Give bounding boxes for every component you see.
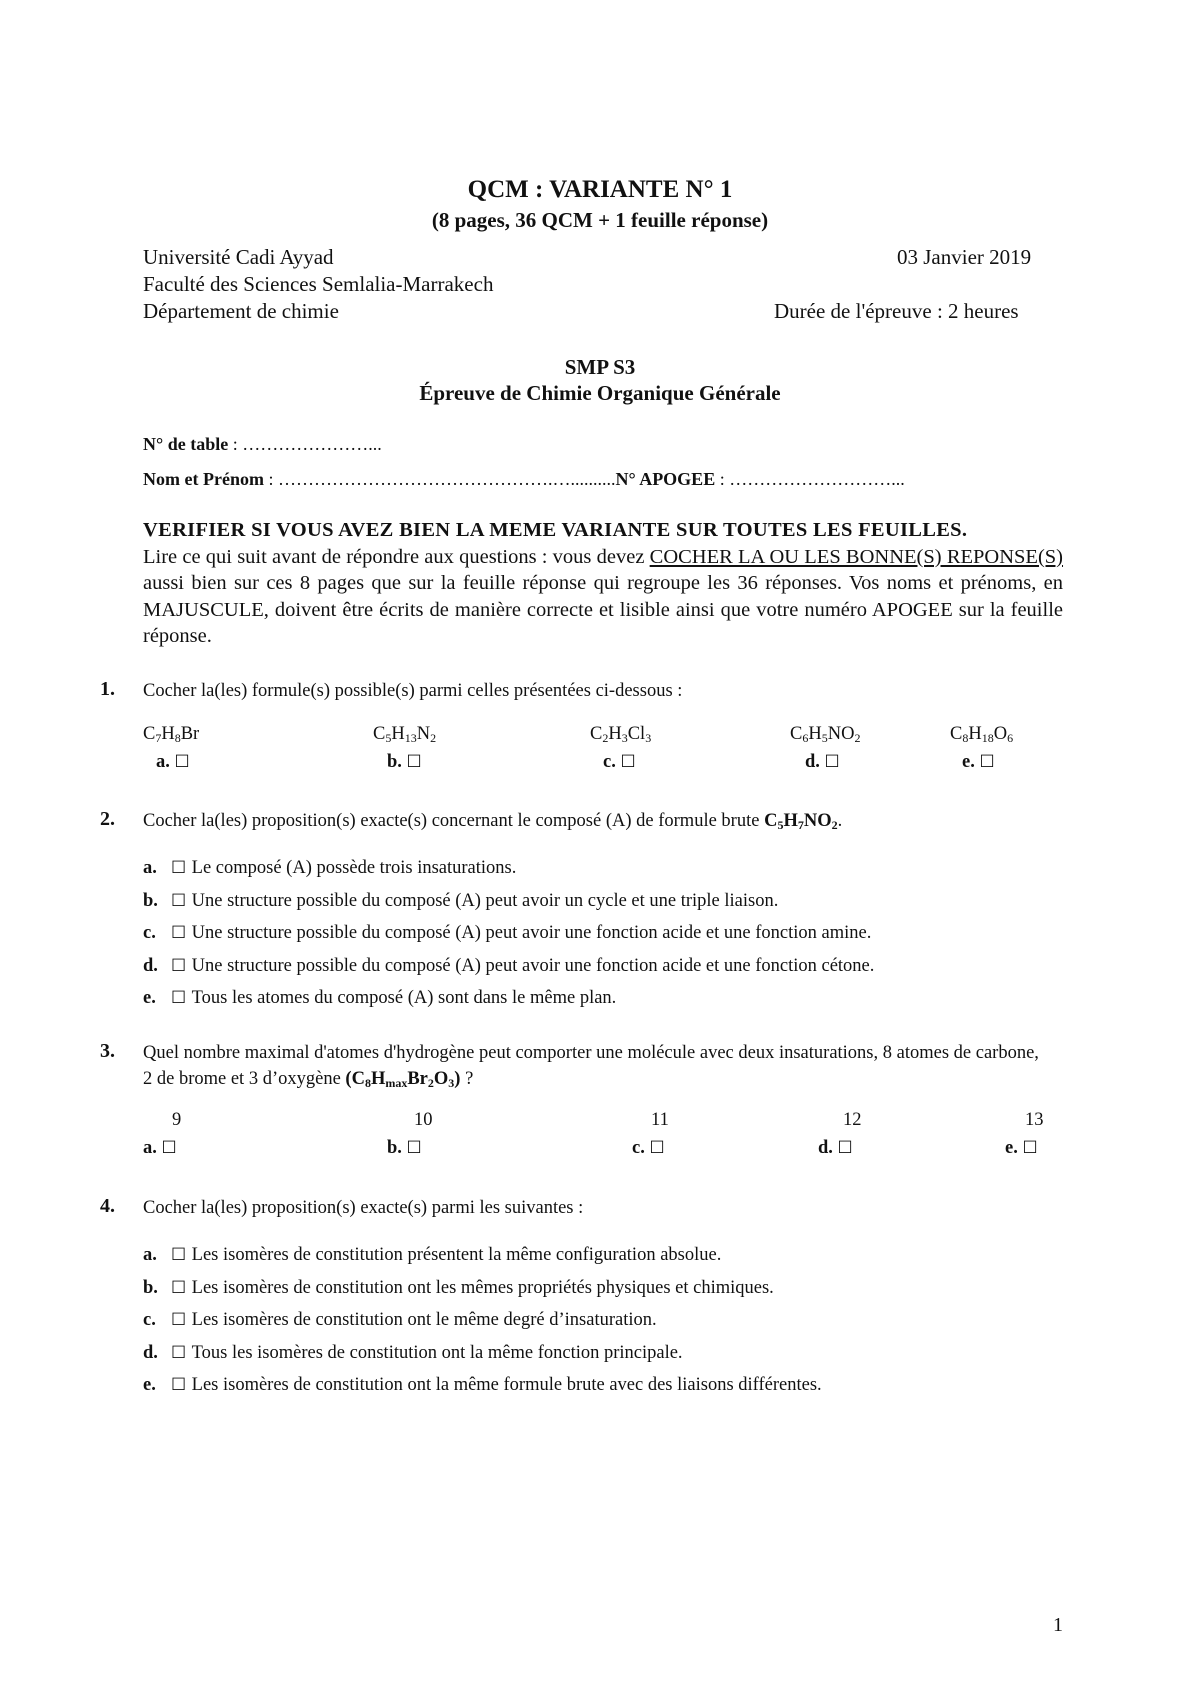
choice-letter: b. — [387, 1138, 407, 1158]
name-apogee-field — [143, 469, 905, 490]
option-letter: b. — [143, 1277, 158, 1298]
checkbox-icon[interactable]: ☐ — [837, 1138, 853, 1158]
option-text: Les isomères de constitution présentent la même configuration absolue. — [191, 1245, 722, 1265]
checkbox-icon[interactable]: ☐ — [171, 955, 192, 976]
question-3-text: Quel nombre maximal d'atomes d'hydrogène peut comporter une molécule avec deux insaturations, 8 atomes de carbone, 2 de brome et 3 d’oxygène $(C_8H_{max}Br_2O_3)$ ? — [143, 1043, 1039, 1090]
choice-b-checkbox[interactable] — [387, 752, 422, 773]
page-number: 1 — [1053, 1614, 1063, 1636]
checkbox-icon[interactable]: ☐ — [1022, 1138, 1038, 1158]
choice-c-checkbox[interactable] — [632, 1138, 665, 1159]
question-3-number: 3. — [100, 1040, 115, 1062]
faculty-name: Faculté des Sciences Semlalia-Marrakech — [143, 272, 494, 296]
exam-duration: Durée de l'épreuve : 2 heures — [774, 299, 1019, 323]
checkbox-icon[interactable]: ☐ — [171, 1310, 192, 1330]
option-e[interactable] — [143, 988, 616, 1009]
checkbox-icon[interactable]: ☐ — [171, 1342, 192, 1363]
question-2-text: Cocher la(les) proposition(s) exacte(s) concernant le composé (A) de formule brute $C_5H_7NO_2$. — [143, 811, 843, 832]
choice-letter: b. — [387, 752, 407, 772]
choice-b-checkbox[interactable] — [387, 1138, 422, 1159]
checkbox-icon[interactable]: ☐ — [406, 1138, 422, 1158]
choice-letter: e. — [1005, 1138, 1023, 1158]
option-a[interactable] — [143, 858, 516, 879]
option-text: Les isomères de constitution ont le même degré d’insaturation. — [191, 1310, 657, 1330]
question-4-text: Cocher la(les) proposition(s) exacte(s) parmi les suivantes : — [143, 1198, 584, 1218]
choice-d-checkbox[interactable] — [805, 752, 840, 773]
page-subtitle: (8 pages, 36 QCM + 1 feuille réponse) — [431, 208, 769, 232]
name-label: Nom et Prénom — [143, 469, 264, 489]
option-a[interactable] — [143, 1245, 721, 1266]
name-blank: : ……………………………………….….......... — [263, 469, 616, 489]
value-d: 12 — [843, 1110, 862, 1130]
instructions — [143, 517, 1063, 650]
page-title: QCM : VARIANTE N° 1 — [467, 176, 733, 203]
apogee-label: N° APOGEE — [615, 469, 716, 489]
apogee-blank: : ………………………... — [715, 469, 905, 489]
value-c: 11 — [651, 1110, 669, 1130]
option-text: Tous les atomes du composé (A) sont dans le même plan. — [191, 988, 617, 1008]
choice-d-checkbox[interactable] — [818, 1138, 853, 1159]
choice-letter: c. — [603, 752, 621, 772]
option-text: Tous les isomères de constitution ont la même fonction principale. — [191, 1342, 683, 1363]
option-c[interactable] — [143, 1310, 657, 1331]
checkbox-icon[interactable]: ☐ — [174, 752, 190, 772]
option-letter: b. — [143, 890, 158, 911]
checkbox-icon[interactable]: ☐ — [620, 752, 636, 772]
value-a: 9 — [172, 1110, 182, 1130]
checkbox-icon[interactable]: ☐ — [161, 1138, 177, 1158]
choice-letter: c. — [632, 1138, 650, 1158]
option-text: Une structure possible du composé (A) peut avoir un cycle et une triple liaison. — [191, 890, 779, 911]
checkbox-icon[interactable]: ☐ — [824, 752, 840, 772]
formula-c: $C_2H_3Cl_3$ — [590, 724, 652, 745]
checkbox-icon[interactable]: ☐ — [171, 890, 192, 911]
checkbox-icon[interactable]: ☐ — [171, 923, 192, 943]
option-letter: a. — [143, 858, 157, 878]
checkbox-icon[interactable]: ☐ — [979, 752, 995, 772]
choice-letter: d. — [805, 752, 825, 772]
choice-letter: a. — [143, 1138, 162, 1158]
instructions-paragraph: Lire ce qui suit avant de répondre aux questions : vous devez COCHER LA OU LES BONNE(S) REPONSE(S) aussi bien sur ces 8 pages que sur la feuille réponse qui regroupe les 36 réponses. Vos noms et prénoms, en MAJUSCULE, doivent être écrits de manière correcte et lisible ainsi que votre numéro APOGEE sur la feuille réponse. — [143, 545, 1064, 647]
department-name: Département de chimie — [143, 299, 339, 323]
choice-letter: d. — [818, 1138, 838, 1158]
option-letter: d. — [143, 1342, 158, 1363]
option-b[interactable] — [143, 891, 778, 912]
option-text: Une structure possible du composé (A) peut avoir une fonction acide et une fonction amine. — [191, 923, 872, 943]
course-name: Épreuve de Chimie Organique Générale — [419, 381, 781, 405]
value-b: 10 — [414, 1110, 433, 1130]
checkbox-icon[interactable]: ☐ — [171, 1277, 192, 1298]
table-number-blank: : …………………... — [228, 434, 382, 454]
option-letter: d. — [143, 955, 158, 976]
option-c[interactable] — [143, 923, 871, 944]
question-3-formula: $(C_8H_{max}Br_2O_3)$ — [345, 1069, 461, 1090]
checkbox-icon[interactable]: ☐ — [649, 1138, 665, 1158]
checkbox-icon[interactable]: ☐ — [171, 1375, 192, 1395]
option-letter: c. — [143, 923, 156, 943]
table-number-field — [143, 434, 382, 455]
checkbox-icon[interactable]: ☐ — [171, 1245, 192, 1265]
value-e: 13 — [1025, 1110, 1044, 1130]
question-2-formula: $C_5H_7NO_2$ — [764, 811, 838, 832]
question-4-number: 4. — [100, 1195, 115, 1217]
checkbox-icon[interactable]: ☐ — [171, 858, 192, 878]
option-d[interactable] — [143, 956, 874, 977]
checkbox-icon[interactable]: ☐ — [171, 988, 192, 1008]
option-letter: c. — [143, 1310, 156, 1330]
checkbox-icon[interactable]: ☐ — [406, 752, 422, 772]
question-2-number: 2. — [100, 808, 115, 830]
choice-letter: e. — [962, 752, 980, 772]
choice-c-checkbox[interactable] — [603, 752, 636, 773]
table-number-label: N° de table — [143, 434, 229, 454]
option-b[interactable] — [143, 1278, 774, 1299]
variant-warning: VERIFIER SI VOUS AVEZ BIEN LA MEME VARIANTE SUR TOUTES LES FEUILLES. — [143, 519, 968, 541]
option-letter: e. — [143, 1375, 156, 1395]
option-text: Les isomères de constitution ont les mêmes propriétés physiques et chimiques. — [191, 1277, 774, 1298]
formula-e: $C_8H_{18}O_6$ — [950, 724, 1014, 745]
option-text: Les isomères de constitution ont la même formule brute avec des liaisons différentes. — [191, 1375, 822, 1395]
formula-d: $C_6H_5NO_2$ — [790, 724, 861, 745]
course-code: SMP S3 — [564, 355, 636, 379]
choice-a-checkbox[interactable] — [156, 752, 190, 773]
question-1-number: 1. — [100, 678, 115, 700]
formula-b: $C_5H_{13}N_2$ — [373, 724, 437, 745]
option-text: Une structure possible du composé (A) peut avoir une fonction acide et une fonction cétone. — [191, 955, 875, 976]
option-text: Le composé (A) possède trois insaturations. — [191, 858, 517, 878]
option-e[interactable] — [143, 1375, 822, 1396]
formula-a: $C_7H_8Br$ — [143, 724, 200, 745]
university-name: Université Cadi Ayyad — [143, 245, 334, 269]
check-answers-emphasis: COCHER LA OU LES BONNE(S) REPONSE(S) — [649, 545, 1064, 568]
choice-letter: a. — [156, 752, 175, 772]
choice-e-checkbox[interactable] — [962, 752, 995, 773]
option-letter: a. — [143, 1245, 157, 1265]
exam-date: 03 Janvier 2019 — [897, 245, 1032, 269]
question-1-text: Cocher la(les) formule(s) possible(s) parmi celles présentées ci-dessous : — [143, 681, 683, 701]
choice-e-checkbox[interactable] — [1005, 1138, 1038, 1159]
choice-a-checkbox[interactable] — [143, 1138, 177, 1159]
option-d[interactable] — [143, 1343, 683, 1364]
option-letter: e. — [143, 988, 156, 1008]
